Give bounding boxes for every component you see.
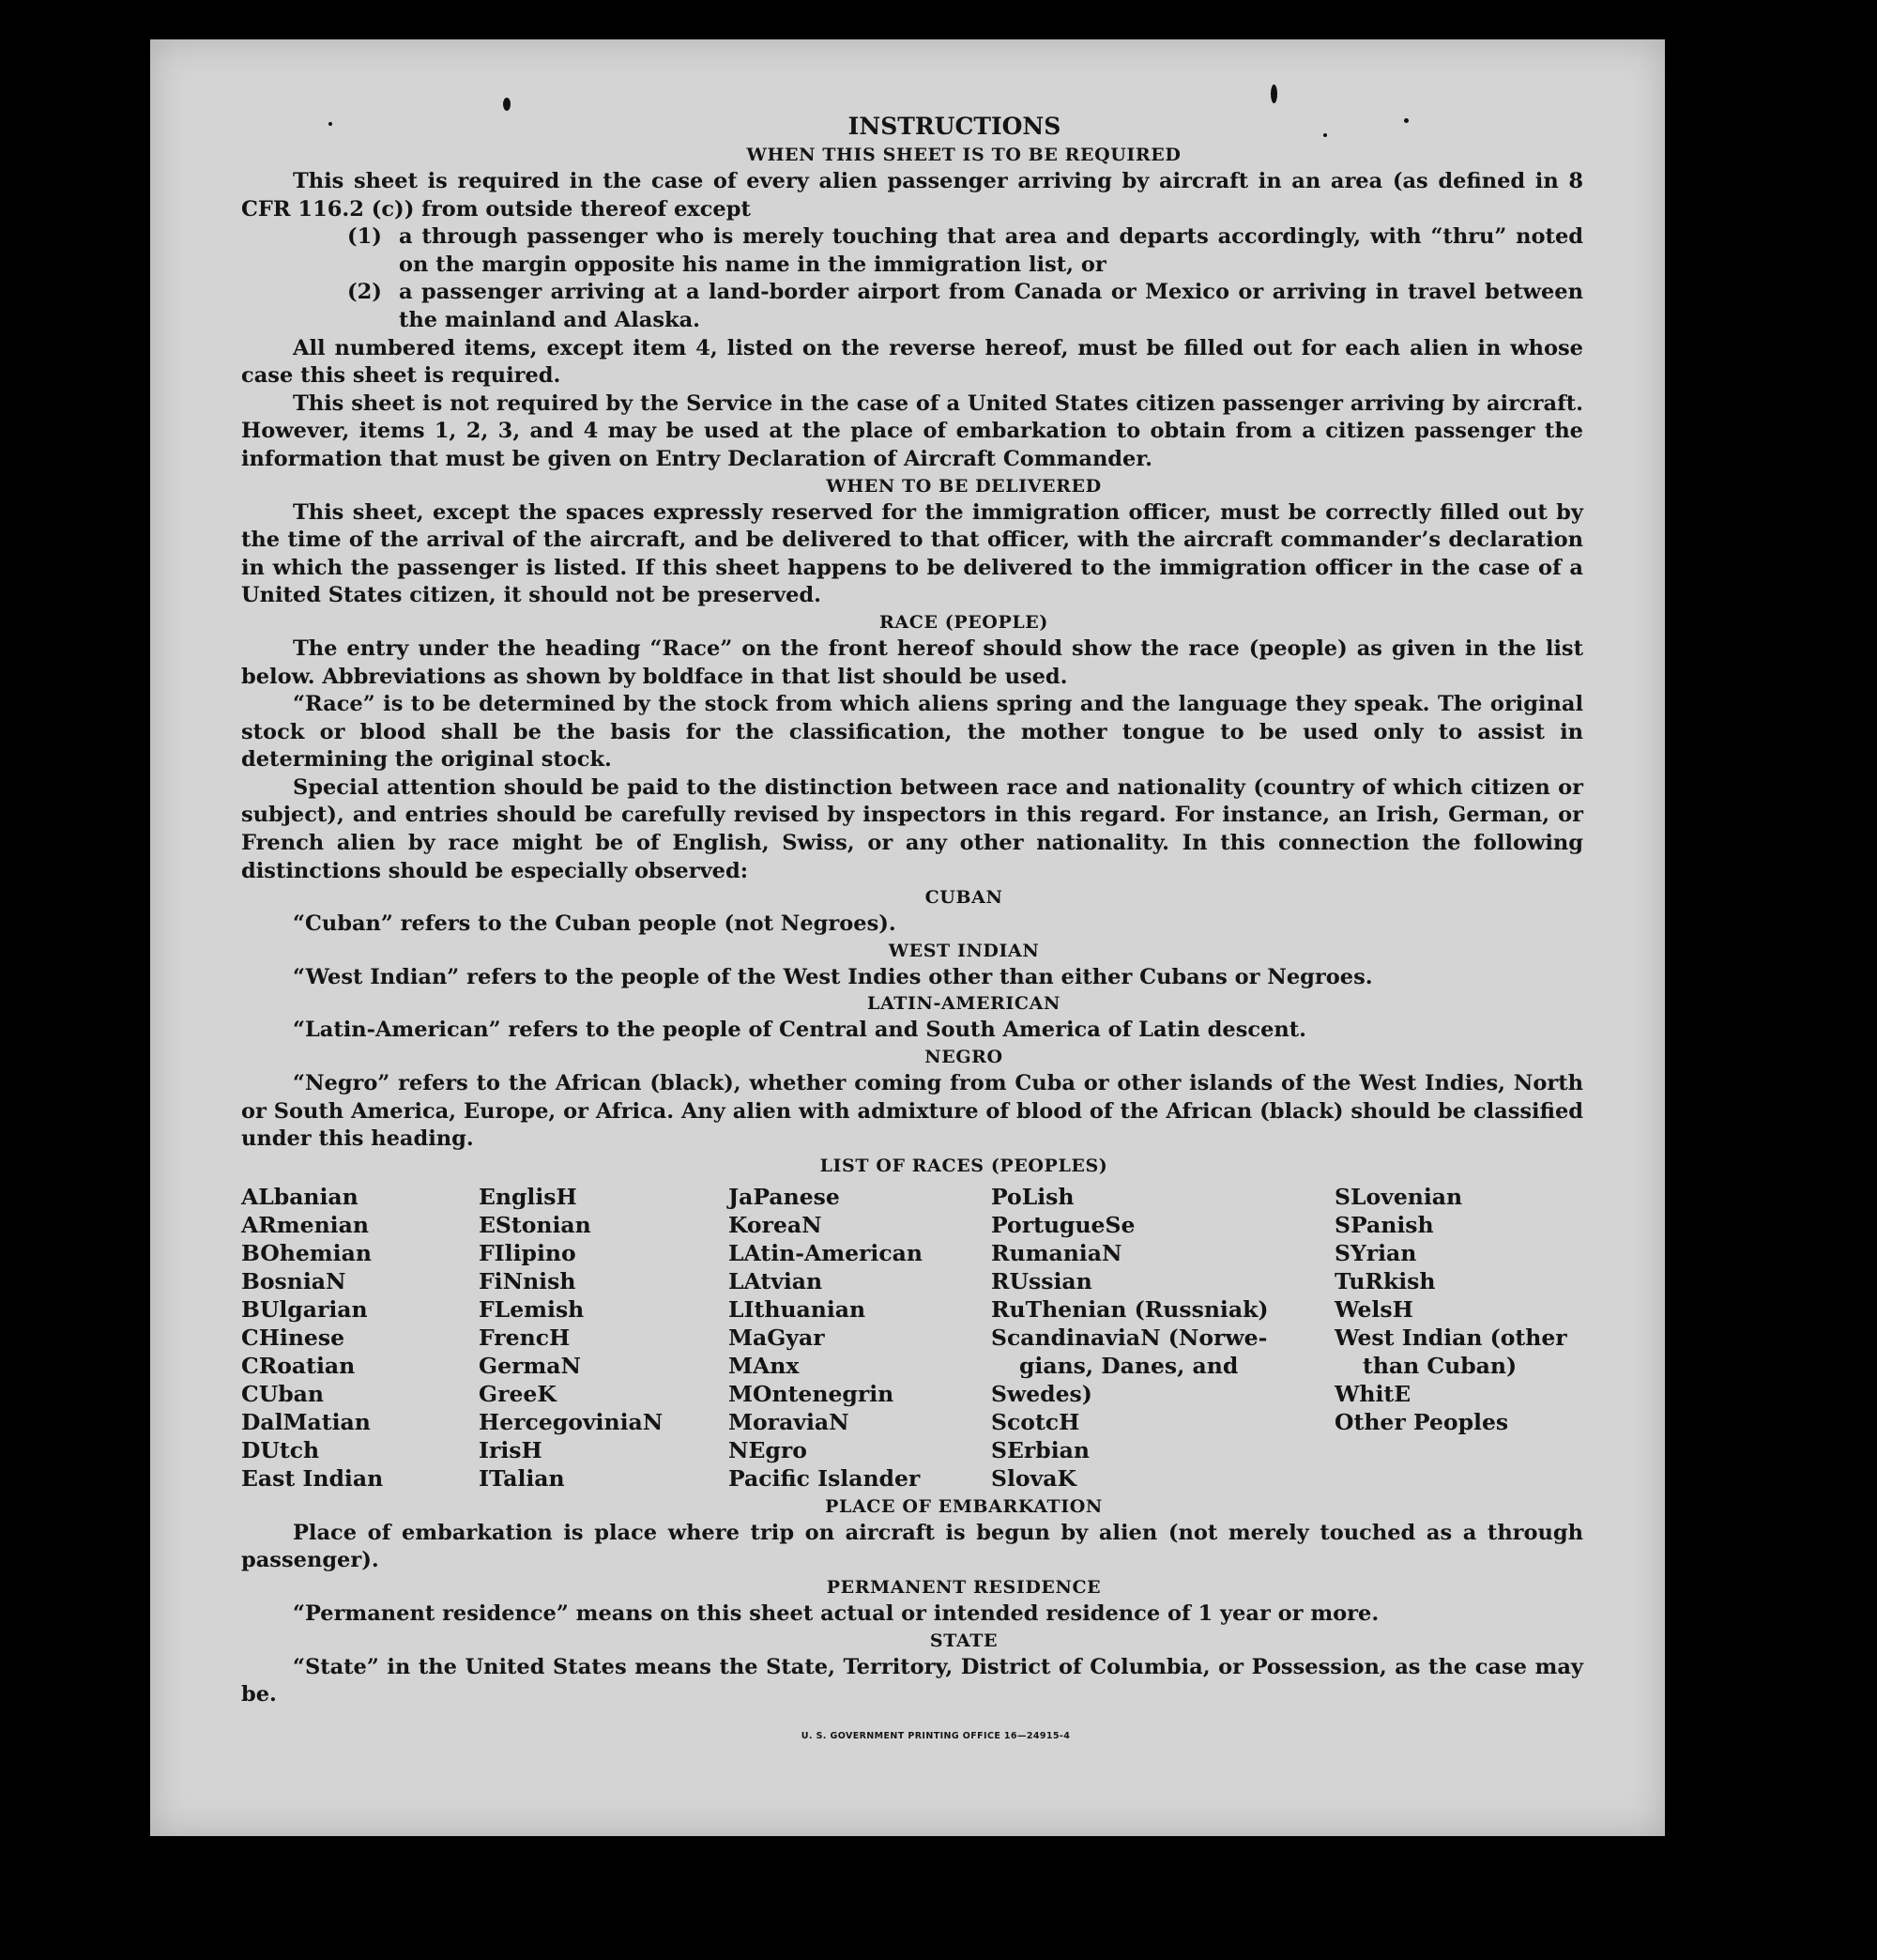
paragraph: “Cuban” refers to the Cuban people (not Negroes). [293, 911, 896, 937]
race-entry: SLovenian [1335, 1183, 1463, 1210]
race-entry: WelsH [1335, 1295, 1413, 1323]
race-entry: DalMatian [241, 1408, 371, 1435]
race-entry: ALbanian [241, 1183, 359, 1210]
race-entry: GermaN [479, 1352, 581, 1379]
race-entry: FrencH [479, 1324, 571, 1351]
section-heading: WHEN THIS SHEET IS TO BE REQUIRED [746, 145, 1182, 165]
document-sheet [150, 39, 1665, 1836]
section-heading: CUBAN [924, 887, 1003, 909]
race-entry: WhitE [1335, 1380, 1412, 1407]
race-entry: SErbian [991, 1436, 1090, 1463]
races-column [991, 1183, 1335, 1493]
race-entry: gians, Danes, and [1019, 1352, 1239, 1379]
race-entry: East Indian [241, 1464, 384, 1492]
race-entry: Swedes) [991, 1380, 1092, 1407]
race-entry: ScandinaviaN (Norwe- [991, 1324, 1268, 1351]
section-heading: LIST OF RACES (PEOPLES) [819, 1155, 1108, 1176]
page-title: INSTRUCTIONS [847, 113, 1061, 140]
race-entry: than Cuban) [1363, 1352, 1518, 1379]
races-list [241, 1183, 1583, 1493]
list-item [241, 223, 1583, 279]
races-column [241, 1183, 479, 1493]
race-entry: DUtch [241, 1436, 320, 1463]
race-entry: PortugueSe [991, 1211, 1136, 1238]
race-entry: TuRkish [1335, 1267, 1436, 1294]
list-item [241, 279, 1583, 334]
paragraph: The entry under the heading “Race” on the front hereof should show the race (people) as given in the list below. Abbreviations as shown by boldface in that list should be used. [241, 635, 1583, 689]
paragraph: This sheet is required in the case of every alien passenger arriving by aircraft in an area (as defined in 8 CFR 116.2 (c)) from outside thereof except [241, 169, 1583, 222]
race-entry: RUssian [991, 1267, 1092, 1294]
race-entry: ScotcH [991, 1408, 1080, 1435]
race-entry: NEgro [728, 1436, 807, 1463]
races-column [479, 1183, 728, 1493]
race-entry: EnglisH [479, 1183, 577, 1210]
race-entry: Other Peoples [1335, 1408, 1509, 1435]
printer-imprint: U. S. GOVERNMENT PRINTING OFFICE 16—24915-4 [801, 1730, 1071, 1741]
race-entry: West Indian (other [1335, 1324, 1567, 1351]
list-number: (2) [347, 280, 382, 305]
section-heading: PERMANENT RESIDENCE [826, 1577, 1102, 1598]
race-entry: GreeK [479, 1380, 557, 1407]
section-heading: LATIN-AMERICAN [867, 993, 1061, 1015]
paragraph: Special attention should be paid to the distinction between race and nationality (country of which citizen or subject), and entries should be carefully revised by inspectors in this regard. For instance, an Irish, German, or French alien by race might be of English, Swiss, or any other nationality. In this connection the following distinctions should be especially observed: [241, 774, 1583, 883]
paragraph: “Negro” refers to the African (black), whether coming from Cuba or other islands of the West Indies, North or South America, Europe, or Africa. Any alien with admixture of blood of the African (black) should be classified under this heading. [241, 1071, 1583, 1152]
race-entry: MAnx [728, 1352, 800, 1379]
race-entry: LAtin-American [728, 1239, 923, 1266]
race-entry: CRoatian [241, 1352, 356, 1379]
race-entry: SlovaK [991, 1464, 1076, 1492]
section-heading: STATE [929, 1630, 999, 1651]
ink-mark [1271, 84, 1277, 103]
paragraph: This sheet, except the spaces expressly reserved for the immigration officer, must be correctly filled out by the time of the arrival of the aircraft, and be delivered to that officer, with the aircraft commander’s declaration in which the passenger is listed. If this sheet happens to be delivered to the immigration officer in the case of a United States citizen, it should not be preserved. [241, 499, 1583, 608]
paragraph: This sheet is not required by the Service in the case of a United States citizen passenger arriving by aircraft. However, items 1, 2, 3, and 4 may be used at the place of embarkation to obtain from a citizen passenger the information that must be given on Entry Declaration of Aircraft Commander. [241, 390, 1583, 471]
race-entry: KoreaN [728, 1211, 822, 1238]
race-entry: ARmenian [241, 1211, 369, 1238]
race-entry: LAtvian [728, 1267, 823, 1294]
race-entry: BosniaN [241, 1267, 346, 1294]
race-entry: RuThenian (Russniak) [991, 1295, 1269, 1323]
race-entry: Pacific Islander [728, 1464, 921, 1492]
race-entry: MOntenegrin [728, 1380, 894, 1407]
paragraph: “Permanent residence” means on this sheet actual or intended residence of 1 year or more. [293, 1601, 1380, 1626]
section-heading: WEST INDIAN [888, 940, 1040, 961]
ink-mark [503, 98, 511, 111]
race-entry: CHinese [241, 1324, 345, 1351]
section-heading: RACE (PEOPLE) [879, 611, 1048, 633]
paragraph: Place of embarkation is place where trip on aircraft is begun by alien (not merely touched as a through passenger). [241, 1520, 1583, 1573]
race-entry: RumaniaN [991, 1239, 1122, 1266]
race-entry: HercegoviniaN [479, 1408, 664, 1435]
races-column [1335, 1183, 1583, 1493]
race-entry: MoraviaN [728, 1408, 849, 1435]
list-text: a through passenger who is merely touching that area and departs accordingly, with “thru” noted on the margin opposite his name in the immigration list, or [399, 224, 1583, 277]
instructions-content [241, 111, 1583, 1750]
list-text: a passenger arriving at a land-border airport from Canada or Mexico or arriving in travel between the mainland and Alaska. [399, 280, 1583, 332]
race-entry: FLemish [479, 1295, 585, 1323]
race-entry: BUlgarian [241, 1295, 368, 1323]
race-entry: IrisH [479, 1436, 542, 1463]
race-entry: MaGyar [728, 1324, 825, 1351]
race-entry: FiNnish [479, 1267, 576, 1294]
race-entry: JaPanese [728, 1183, 840, 1210]
section-heading: NEGRO [924, 1047, 1003, 1068]
race-entry: CUban [241, 1380, 324, 1407]
paragraph: “Latin-American” refers to the people of Central and South America of Latin descent. [293, 1018, 1306, 1043]
paragraph: “West Indian” refers to the people of the West Indies other than either Cubans or Negroes. [293, 964, 1373, 989]
paragraph: “State” in the United States means the State, Territory, District of Columbia, or Possession, as the case may be. [241, 1654, 1583, 1707]
section-heading: PLACE OF EMBARKATION [825, 1495, 1103, 1517]
race-entry: SPanish [1335, 1211, 1434, 1238]
race-entry: ITalian [479, 1464, 565, 1492]
race-entry: PoLish [991, 1183, 1075, 1210]
section-heading: WHEN TO BE DELIVERED [826, 475, 1102, 497]
race-entry: BOhemian [241, 1239, 372, 1266]
races-column [728, 1183, 991, 1493]
race-entry: FIlipino [479, 1239, 576, 1266]
race-entry: EStonian [479, 1211, 591, 1238]
race-entry: SYrian [1335, 1239, 1417, 1266]
race-entry: LIthuanian [728, 1295, 866, 1323]
paragraph: All numbered items, except item 4, listed on the reverse hereof, must be filled out for each alien in whose case this sheet is required. [241, 335, 1583, 389]
list-number: (1) [347, 224, 382, 250]
paragraph: “Race” is to be determined by the stock from which aliens spring and the language they speak. The original stock or blood shall be the basis for the classification, the mother tongue to be used only to assist in determining the original stock. [241, 692, 1583, 773]
